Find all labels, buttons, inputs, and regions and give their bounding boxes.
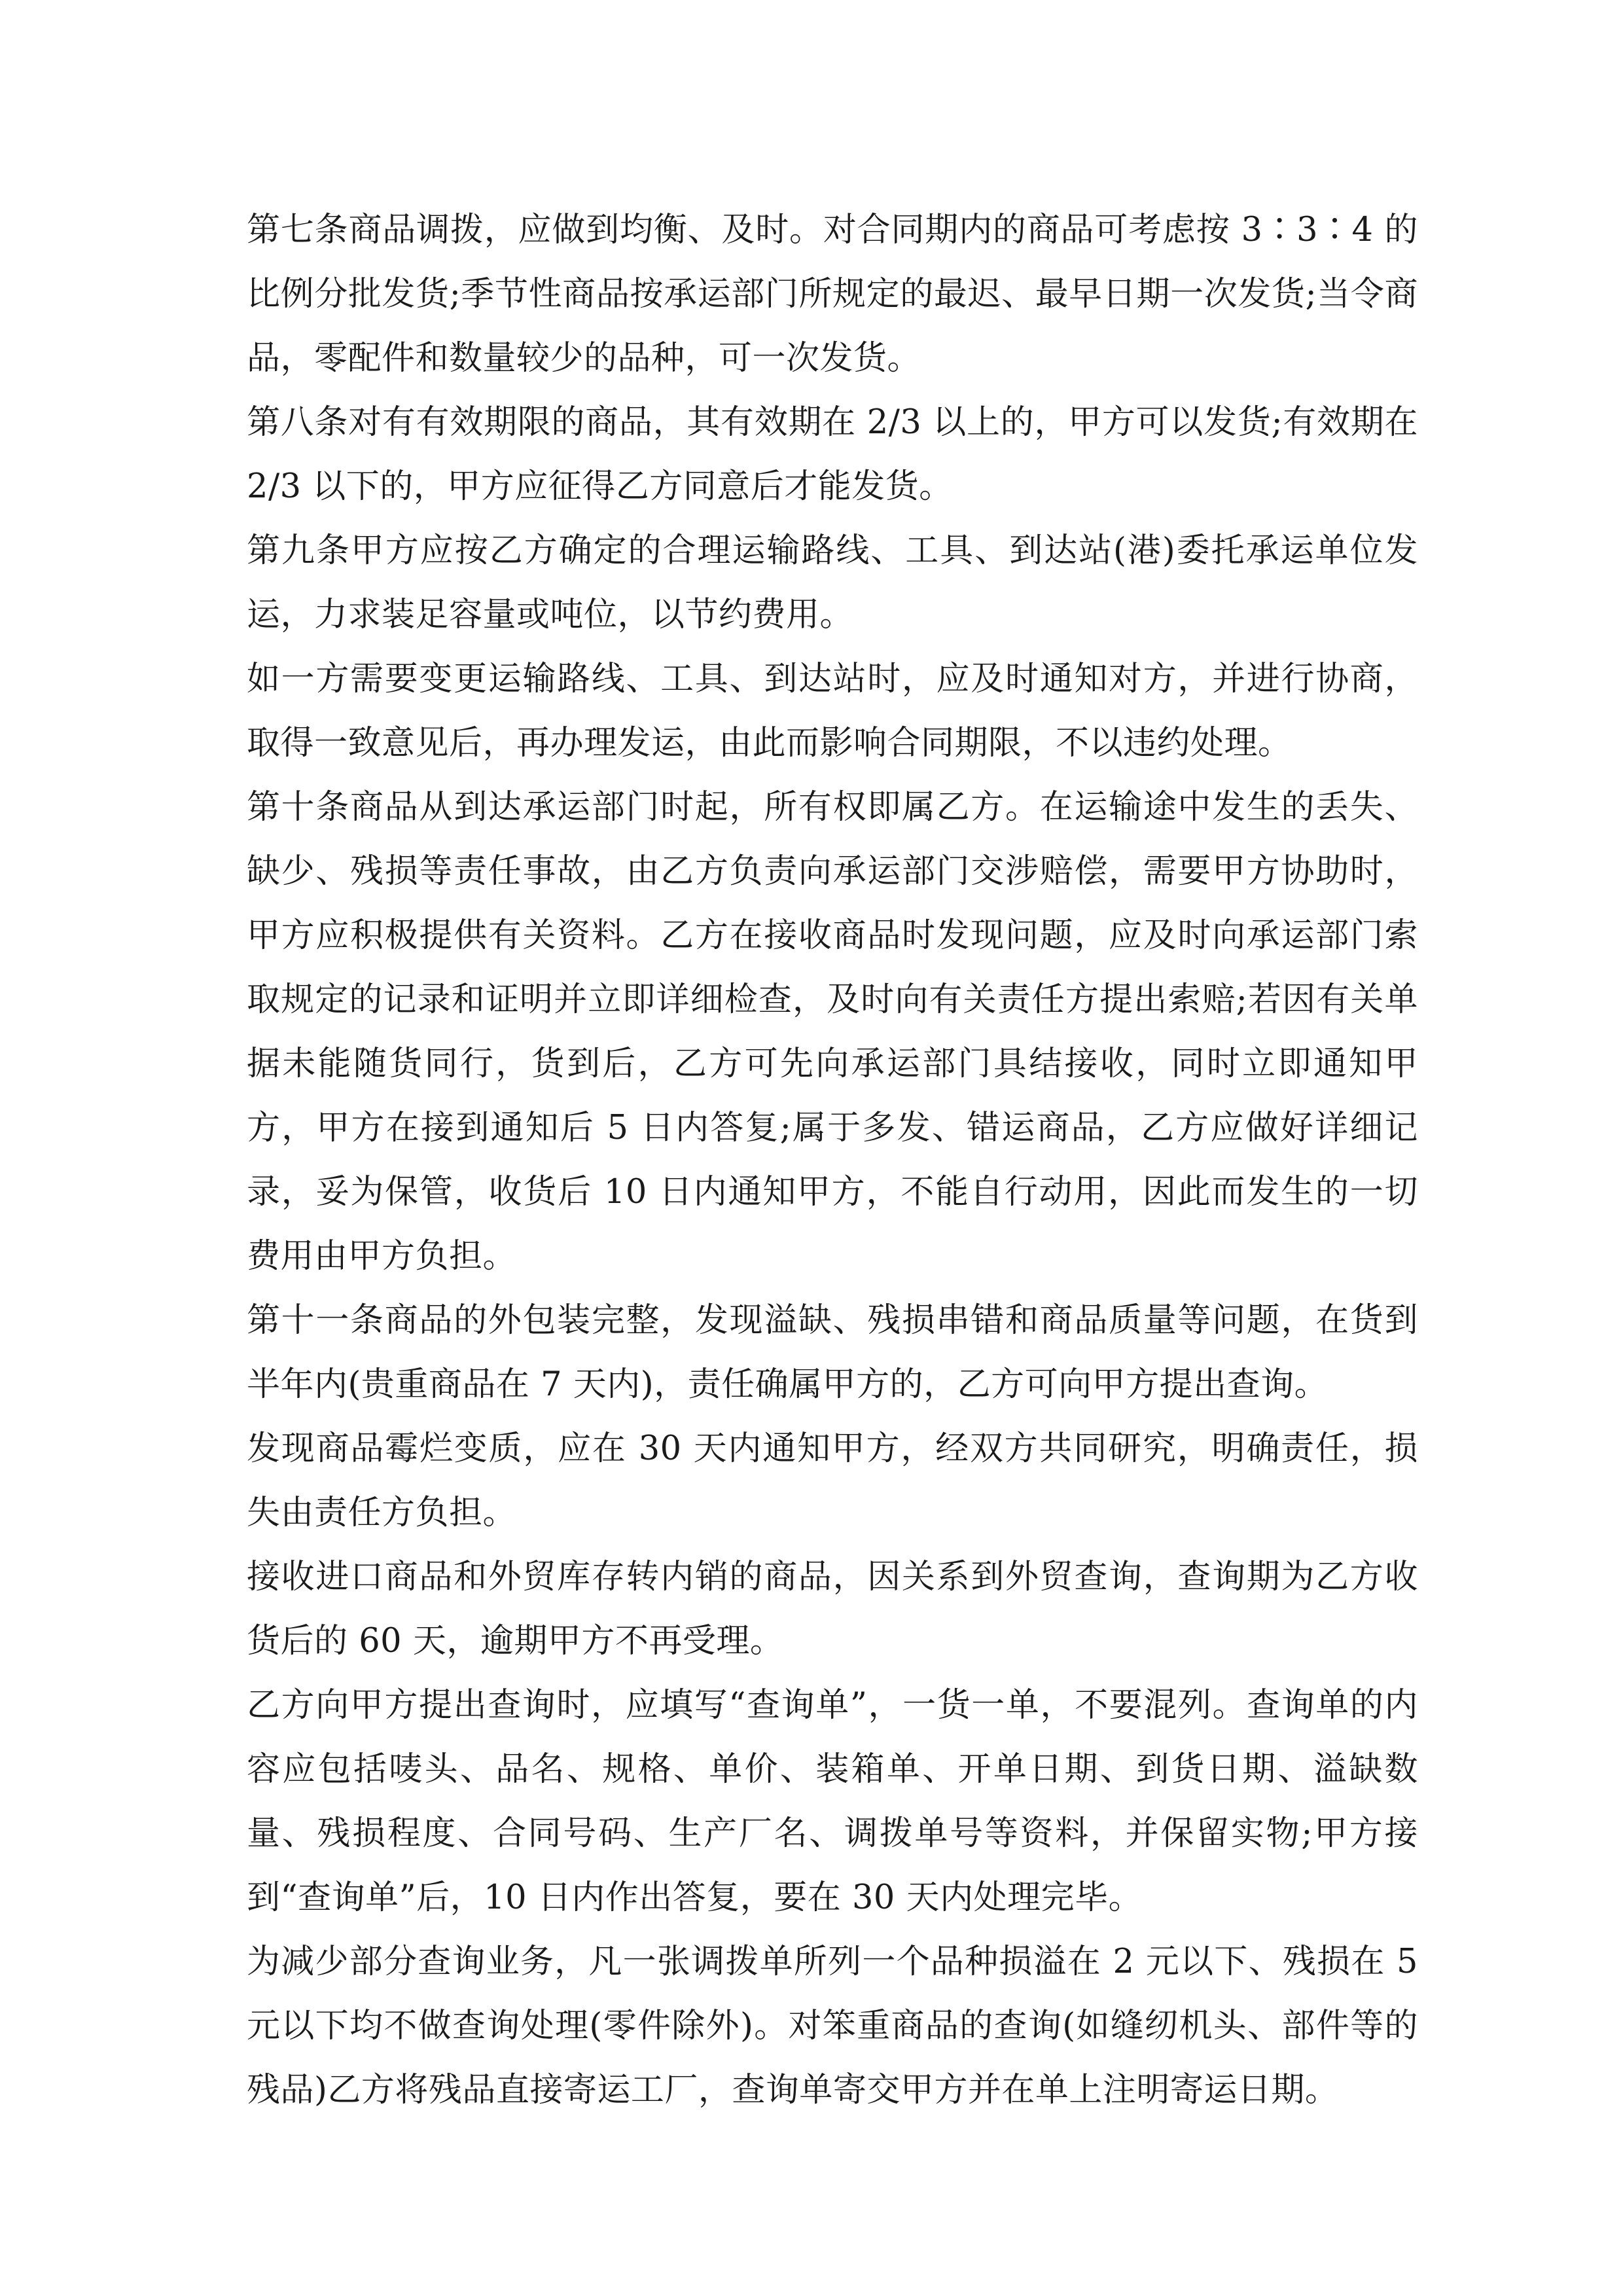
paragraph-article-7: 第七条商品调拨，应做到均衡、及时。对合同期内的商品可考虑按 3∶3∶4 的比例分批发货;季节性商品按承运部门所规定的最迟、最早日期一次发货;当令商品，零配件和数量较少的品种，可一次发货。 (247, 211, 1418, 378)
paragraph-import-goods: 接收进口商品和外贸库存转内销的商品，因关系到外贸查询，查询期为乙方收货后的 60 天，逾期甲方不再受理。 (247, 1558, 1418, 1660)
paragraph-article-9: 第九条甲方应按乙方确定的合理运输路线、工具、到达站(港)委托承运单位发运，力求装足容量或吨位，以节约费用。 (247, 531, 1418, 634)
paragraph-article-11: 第十一条商品的外包装完整，发现溢缺、残损串错和商品质量等问题，在货到半年内(贵重商品在 7 天内)，责任确属甲方的，乙方可向甲方提出查询。 (247, 1301, 1418, 1404)
paragraph-article-10: 第十条商品从到达承运部门时起，所有权即属乙方。在运输途中发生的丢失、缺少、残损等责任事故，由乙方负责向承运部门交涉赔偿，需要甲方协助时，甲方应积极提供有关资料。乙方在接收商品时发现问题，应及时向承运部门索取规定的记录和证明并立即详细检查，及时向有关责任方提出索赔;若因有关单据未能随货同行，货到后，乙方可先向承运部门具结接收，同时立即通知甲方，甲方在接到通知后 5 日内答复;属于多发、错运商品，乙方应做好详细记录，妥为保管，收货后 10 日内通知甲方，不能自行动用，因此而发生的一切费用由甲方负担。 (247, 788, 1418, 1276)
paragraph-inquiry-form: 乙方向甲方提出查询时，应填写“查询单”，一货一单，不要混列。查询单的内容应包括唛头、品名、规格、单价、装箱单、开单日期、到货日期、溢缺数量、残损程度、合同号码、生产厂名、调拨单号等资料，并保留实物;甲方接到“查询单”后，10 日内作出答复，要在 30 天内处理完毕。 (247, 1686, 1418, 1917)
document-body (247, 198, 1418, 2123)
paragraph-article-8: 第八条对有有效期限的商品，其有效期在 2/3 以上的，甲方可以发货;有效期在 2/3 以下的，甲方应征得乙方同意后才能发货。 (247, 403, 1419, 506)
paragraph-inquiry-threshold: 为减少部分查询业务，凡一张调拨单所列一个品种损溢在 2 元以下、残损在 5 元以下均不做查询处理(零件除外)。对笨重商品的查询(如缝纫机头、部件等的残品)乙方将残品直接寄运工厂，查询单寄交甲方并在单上注明寄运日期。 (247, 1943, 1418, 2109)
paragraph-route-change: 如一方需要变更运输路线、工具、到达站时，应及时通知对方，并进行协商，取得一致意见后，再办理发运，由此而影响合同期限，不以违约处理。 (247, 660, 1418, 762)
paragraph-spoilage: 发现商品霉烂变质，应在 30 天内通知甲方，经双方共同研究，明确责任，损失由责任方负担。 (247, 1429, 1418, 1532)
